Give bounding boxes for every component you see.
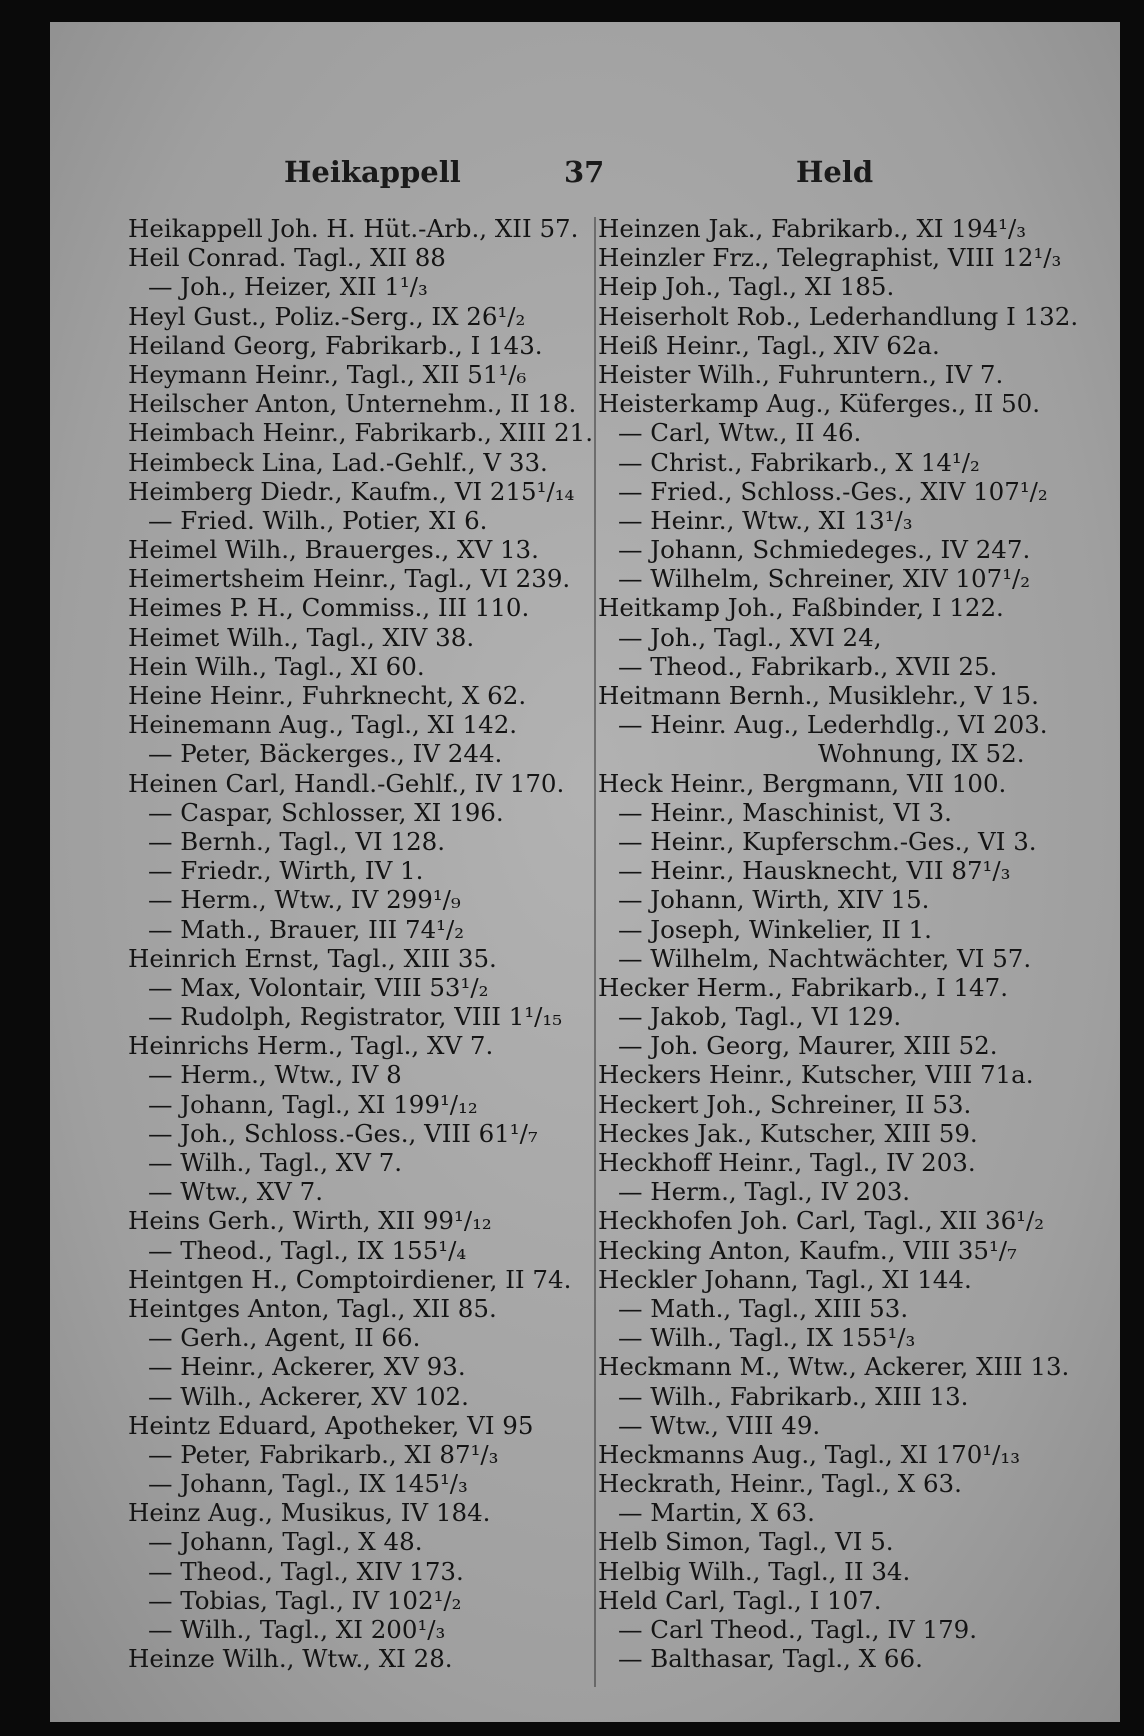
directory-entry: Heckmann M., Wtw., Ackerer, XIII 13. (598, 1352, 1070, 1382)
directory-entry: — Johann, Wirth, XIV 15. (618, 885, 930, 915)
directory-entry: Heilscher Anton, Unternehm., II 18. (128, 389, 577, 419)
directory-entry: Heintgen H., Comptoirdiener, II 74. (128, 1264, 572, 1294)
directory-entry: Helb Simon, Tagl., VI 5. (598, 1527, 894, 1557)
directory-entry: — Wilh., Tagl., XI 200¹/₃ (148, 1615, 446, 1644)
directory-entry: — Wilh., Fabrikarb., XIII 13. (618, 1381, 969, 1411)
directory-entry: Heine Heinr., Fuhrknecht, X 62. (128, 681, 527, 710)
directory-entry: Heimet Wilh., Tagl., XIV 38. (128, 622, 475, 652)
directory-entry: — Johann, Tagl., XI 199¹/₁₂ (148, 1089, 478, 1119)
directory-entry: — Heinr., Wtw., XI 13¹/₃ (618, 505, 913, 535)
right-column (598, 214, 1098, 1673)
directory-entry: — Joh., Tagl., XVI 24, (618, 622, 882, 652)
directory-entry: — Johann, Tagl., X 48. (148, 1527, 423, 1557)
directory-page (50, 22, 1120, 1722)
directory-entry: — Fried. Wilh., Potier, XI 6. (148, 505, 488, 535)
directory-entry: — Wilhelm, Nachtwächter, VI 57. (618, 943, 1032, 973)
directory-entry: — Joh., Heizer, XII 1¹/₃ (148, 272, 428, 302)
directory-entry: Hein Wilh., Tagl., XI 60. (128, 651, 425, 681)
directory-entry: Heimertsheim Heinr., Tagl., VI 239. (128, 564, 571, 594)
directory-entry: Heitkamp Joh., Faßbinder, I 122. (598, 593, 1004, 623)
directory-entry: Heins Gerh., Wirth, XII 99¹/₁₂ (128, 1206, 492, 1236)
directory-entry: — Heinr., Kupferschm.-Ges., VI 3. (618, 826, 1037, 856)
directory-entry: Heinzler Frz., Telegraphist, VIII 12¹/₃ (598, 243, 1062, 273)
directory-entry: Heinrich Ernst, Tagl., XIII 35. (128, 943, 497, 973)
directory-entry: — Joh., Schloss.-Ges., VIII 61¹/₇ (148, 1118, 538, 1148)
directory-entry: Heimel Wilh., Brauerges., XV 13. (128, 535, 539, 565)
directory-entry: — Max, Volontair, VIII 53¹/₂ (148, 972, 489, 1002)
directory-entry: — Rudolph, Registrator, VIII 1¹/₁₅ (148, 1002, 563, 1032)
directory-entry: Heckler Johann, Tagl., XI 144. (598, 1264, 972, 1294)
directory-entry: — Theod., Fabrikarb., XVII 25. (618, 651, 998, 681)
directory-entry: — Wilh., Tagl., IX 155¹/₃ (618, 1323, 916, 1353)
directory-entry: Hecking Anton, Kaufm., VIII 35¹/₇ (598, 1235, 1017, 1265)
directory-entry: — Balthasar, Tagl., X 66. (618, 1644, 923, 1674)
directory-entry: Heimbach Heinr., Fabrikarb., XIII 21. (128, 418, 593, 448)
directory-entry: Heyl Gust., Poliz.-Serg., IX 26¹/₂ (128, 301, 526, 331)
directory-entry: Heil Conrad. Tagl., XII 88 (128, 243, 446, 273)
directory-entry: Heckrath, Heinr., Tagl., X 63. (598, 1469, 962, 1499)
directory-entry: — Carl, Wtw., II 46. (618, 418, 862, 448)
directory-entry: Heitmann Bernh., Musiklehr., V 15. (598, 681, 1039, 710)
page-number: 37 (564, 155, 605, 189)
directory-entry: — Fried., Schloss.-Ges., XIV 107¹/₂ (618, 476, 1048, 506)
directory-entry: Heckes Jak., Kutscher, XIII 59. (598, 1118, 978, 1148)
directory-entry: Heiland Georg, Fabrikarb., I 143. (128, 330, 543, 360)
directory-entry: — Tobias, Tagl., IV 102¹/₂ (148, 1585, 462, 1615)
directory-entry: Heckers Heinr., Kutscher, VIII 71a. (598, 1060, 1034, 1090)
directory-entry: Heinrichs Herm., Tagl., XV 7. (128, 1031, 494, 1061)
directory-entry: — Martin, X 63. (618, 1498, 815, 1528)
directory-entry: — Wtw., XV 7. (148, 1177, 324, 1207)
directory-entry: Heisterkamp Aug., Küferges., II 50. (598, 389, 1041, 419)
directory-entry: — Jakob, Tagl., VI 129. (618, 1002, 902, 1032)
directory-entry: Heister Wilh., Fuhruntern., IV 7. (598, 359, 1004, 389)
directory-entry: — Friedr., Wirth, IV 1. (148, 856, 424, 886)
directory-entry: Heiserholt Rob., Lederhandlung I 132. (598, 301, 1079, 331)
directory-entry: — Gerh., Agent, II 66. (148, 1323, 421, 1353)
directory-entry: Heckhoff Heinr., Tagl., IV 203. (598, 1148, 976, 1177)
directory-entry: — Joseph, Winkelier, II 1. (618, 914, 932, 944)
directory-entry: — Herm., Wtw., IV 299¹/₉ (148, 885, 461, 915)
directory-entry: Heckert Joh., Schreiner, II 53. (598, 1089, 972, 1119)
directory-entry: Heinzen Jak., Fabrikarb., XI 194¹/₃ (598, 214, 1027, 243)
directory-entry: Hecker Herm., Fabrikarb., I 147. (598, 972, 1009, 1002)
directory-entry: — Bernh., Tagl., VI 128. (148, 826, 446, 856)
directory-entry: Heintz Eduard, Apotheker, VI 95 (128, 1410, 534, 1440)
header-first-entry: Heikappell (284, 155, 461, 189)
directory-entry: Heimberg Diedr., Kaufm., VI 215¹/₁₄ (128, 476, 575, 506)
header-last-entry: Held (796, 155, 874, 189)
directory-entry: — Wilh., Ackerer, XV 102. (148, 1381, 469, 1411)
directory-entry: Heip Joh., Tagl., XI 185. (598, 272, 895, 302)
directory-entry: Heckmanns Aug., Tagl., XI 170¹/₁₃ (598, 1439, 1021, 1469)
directory-entry: — Heinr., Maschinist, VI 3. (618, 797, 952, 827)
directory-entry: — Theod., Tagl., XIV 173. (148, 1556, 464, 1586)
directory-entry: Held Carl, Tagl., I 107. (598, 1585, 882, 1615)
directory-entry: — Heinr., Ackerer, XV 93. (148, 1352, 466, 1382)
directory-entry: — Herm., Tagl., IV 203. (618, 1177, 911, 1207)
directory-entry: Helbig Wilh., Tagl., II 34. (598, 1556, 911, 1586)
directory-entry: Heikappell Joh. H. Hüt.-Arb., XII 57. (128, 214, 579, 243)
directory-entry: Heimes P. H., Commiss., III 110. (128, 593, 530, 623)
directory-entry: Heymann Heinr., Tagl., XII 51¹/₆ (128, 359, 527, 389)
directory-entry: Heck Heinr., Bergmann, VII 100. (598, 768, 1007, 798)
directory-entry: — Caspar, Schlosser, XI 196. (148, 797, 504, 827)
directory-entry: — Math., Tagl., XIII 53. (618, 1293, 909, 1323)
directory-entry: — Johann, Schmiedeges., IV 247. (618, 535, 1031, 565)
directory-entry: — Heinr., Hausknecht, VII 87¹/₃ (618, 856, 1011, 886)
column-divider (594, 217, 596, 1687)
directory-entry: — Wtw., VIII 49. (618, 1410, 821, 1440)
left-column (128, 214, 618, 1673)
directory-entry: Heinemann Aug., Tagl., XI 142. (128, 710, 518, 740)
directory-entry: — Herm., Wtw., IV 8 (148, 1060, 402, 1090)
directory-entry: — Math., Brauer, III 74¹/₂ (148, 914, 465, 944)
directory-entry: — Theod., Tagl., IX 155¹/₄ (148, 1235, 467, 1265)
directory-entry: — Joh. Georg, Maurer, XIII 52. (618, 1031, 998, 1061)
directory-entry: — Carl Theod., Tagl., IV 179. (618, 1615, 978, 1644)
directory-entry: — Heinr. Aug., Lederhdlg., VI 203. (618, 710, 1048, 740)
directory-entry: — Johann, Tagl., IX 145¹/₃ (148, 1469, 468, 1499)
directory-entry: — Peter, Bäckerges., IV 244. (148, 739, 503, 769)
directory-entry: — Peter, Fabrikarb., XI 87¹/₃ (148, 1439, 499, 1469)
directory-entry: Heinen Carl, Handl.-Gehlf., IV 170. (128, 768, 565, 798)
directory-entry: — Christ., Fabrikarb., X 14¹/₂ (618, 447, 980, 477)
directory-entry: Wohnung, IX 52. (818, 739, 1025, 769)
directory-entry: Heiß Heinr., Tagl., XIV 62a. (598, 330, 940, 360)
directory-entry: Heimbeck Lina, Lad.-Gehlf., V 33. (128, 447, 548, 477)
directory-entry: Heintges Anton, Tagl., XII 85. (128, 1293, 497, 1323)
directory-entry: Heckhofen Joh. Carl, Tagl., XII 36¹/₂ (598, 1206, 1045, 1236)
page-header (50, 155, 1120, 195)
directory-entry: Heinze Wilh., Wtw., XI 28. (128, 1644, 453, 1674)
directory-entry: — Wilh., Tagl., XV 7. (148, 1148, 403, 1177)
directory-entry: — Wilhelm, Schreiner, XIV 107¹/₂ (618, 564, 1031, 594)
directory-entry: Heinz Aug., Musikus, IV 184. (128, 1498, 491, 1528)
